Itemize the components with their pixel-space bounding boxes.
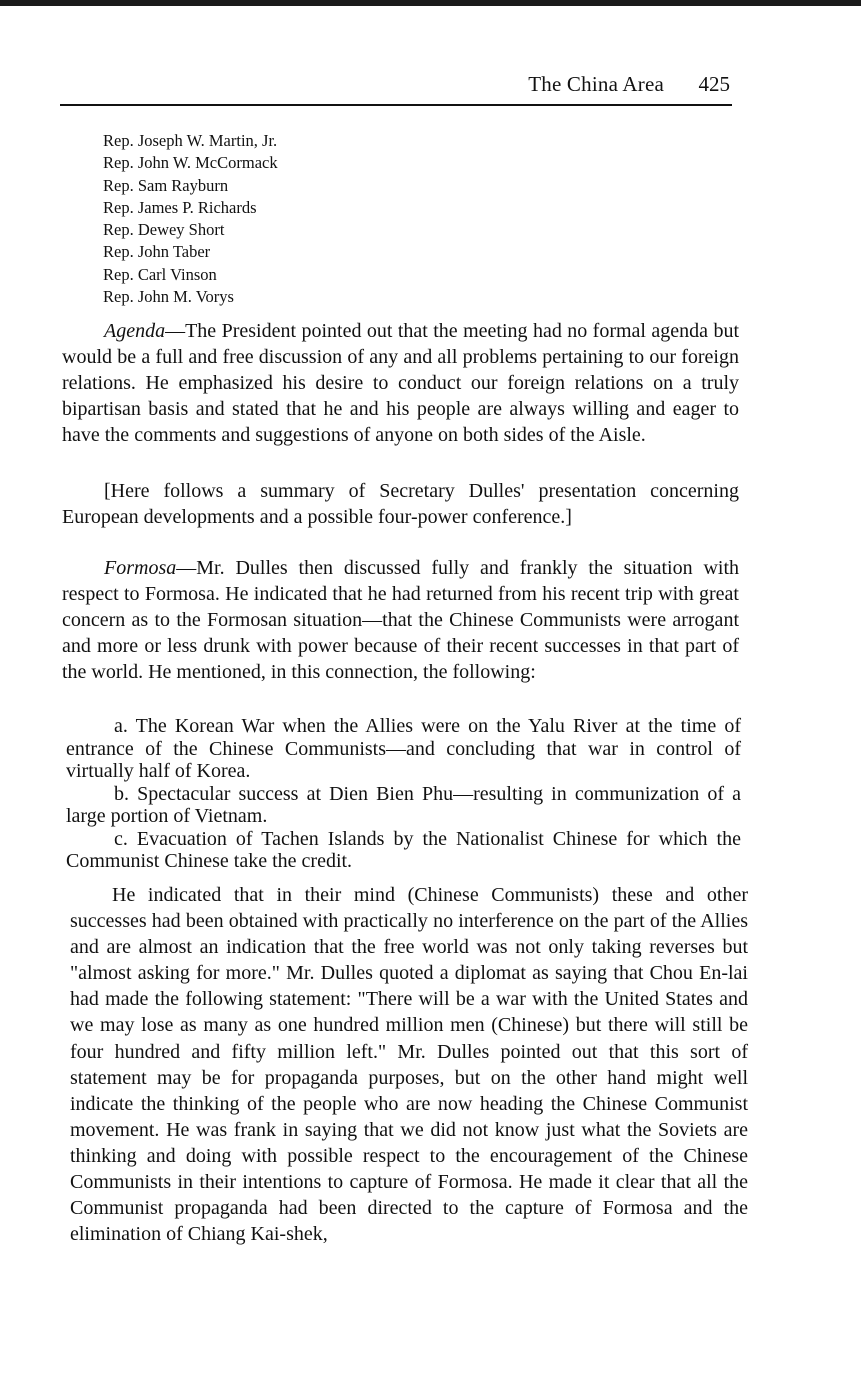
page-top-border [0, 0, 861, 6]
attendee-item: Rep. John Taber [103, 242, 211, 262]
attendee-item: Rep. John M. Vorys [103, 287, 234, 307]
running-header [60, 70, 732, 106]
list-item [66, 783, 741, 828]
formosa-points-list [66, 715, 741, 873]
formosa-paragraph [62, 555, 739, 685]
attendee-item: Rep. John W. McCormack [103, 153, 278, 173]
list-item-text: a. The Korean War when the Allies were on the Yalu River at the time of entrance of the Chinese Communists—and concluding that war in control of virtually half of Korea. [66, 715, 741, 782]
page-number: 425 [698, 72, 730, 96]
attendee-item: Rep. Joseph W. Martin, Jr. [103, 131, 278, 150]
agenda-paragraph [62, 318, 739, 448]
bracket-note-paragraph [62, 478, 739, 530]
list-item-text: b. Spectacular success at Dien Bien Phu—resulting in communization of a large portion of Vietnam. [66, 782, 741, 827]
bracket-note-text: [Here follows a summary of Secretary Dulles' presentation concerning European developments and a possible four-power conference.] [62, 480, 739, 529]
list-item-text: c. Evacuation of Tachen Islands by the Nationalist Chinese for which the Communist Chinese take the credit. [66, 827, 741, 872]
closing-text: He indicated that in their mind (Chinese Communists) these and other successes had been obtained with practically no interference on the part of the Allies and are almost an indication that the free world was not only taking reverses but "almost asking for more." Mr. Dulles quoted a diplomat as saying that Chou En-lai had made the following statement: "There will be a war with the United States and we may lose as many as one hundred million men (Chinese) but there will still be four hundred and fifty million left." Mr. Dulles pointed out that this sort of statement may be for propaganda purposes, but on the other hand might well indicate the thinking of the people who are now heading the Chinese Communist movement. He was frank in saying that we did not know just what the Soviets are thinking and doing with possible respect to the encouragement of the Chinese Communists in their intentions to capture of Formosa. He made it clear that all the Communist propaganda had been directed to the capture of Formosa and the elimination of Chiang Kai-shek, [70, 884, 748, 1246]
attendee-item: Rep. Carl Vinson [103, 264, 217, 284]
attendee-list [103, 130, 278, 308]
formosa-label: Formosa [104, 557, 177, 579]
list-item [66, 828, 741, 873]
running-header-title: The China Area [528, 72, 664, 96]
formosa-text: —Mr. Dulles then discussed fully and frankly the situation with respect to Formosa. He indicated that he had returned from his recent trip with great concern as to the Formosan situation—that the Chinese Communists were arrogant and more or less drunk with power because of their recent successes in that part of the world. He mentioned, in this connection, the following: [62, 557, 739, 684]
agenda-text: —The President pointed out that the meeting had no formal agenda but would be a full and free discussion of any and all problems pertaining to our foreign relations. He emphasized his desire to conduct our foreign relations on a truly bipartisan basis and stated that he and his people are always willing and eager to have the comments and suggestions of anyone on both sides of the Aisle. [62, 320, 739, 447]
list-item [66, 715, 741, 783]
attendee-item: Rep. James P. Richards [103, 197, 257, 217]
agenda-label: Agenda [104, 320, 166, 342]
attendee-item: Rep. Sam Rayburn [103, 175, 229, 195]
closing-paragraph [70, 882, 748, 1247]
attendee-item: Rep. Dewey Short [103, 220, 225, 240]
